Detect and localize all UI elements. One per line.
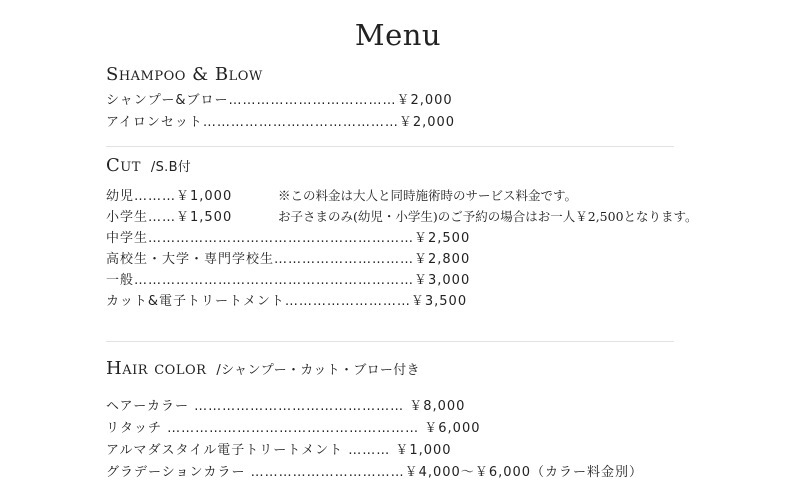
menu-item-gradation-color: グラデーションカラー ……………………………￥4,000〜￥6,000（カラー料金別） bbox=[106, 465, 644, 480]
menu-item-cut-treatment: カット&電子トリートメント………………………￥3,500 bbox=[106, 294, 468, 309]
menu-item-infant: 幼児………￥1,000 bbox=[106, 189, 233, 204]
menu-item-general: 一般……………………………………………………￥3,000 bbox=[106, 273, 471, 288]
section-heading-label: Hair color bbox=[106, 358, 207, 379]
section-divider bbox=[106, 146, 674, 147]
section-heading-hair-color bbox=[106, 358, 420, 379]
page-title: Menu bbox=[354, 18, 442, 52]
menu-item-iron-set: アイロンセット……………………………………￥2,000 bbox=[106, 115, 456, 130]
section-subheading: /S.B付 bbox=[150, 160, 192, 175]
menu-item-armada-treatment: アルマダスタイル電子トリートメント ……… ￥1,000 bbox=[106, 443, 452, 458]
section-heading-label: Cut bbox=[106, 155, 141, 176]
section-divider bbox=[106, 341, 674, 342]
section-heading-shampoo-blow bbox=[106, 64, 263, 85]
menu-item-retouch: リタッチ ……………………………………………… ￥6,000 bbox=[106, 421, 481, 436]
section-heading-label: Shampoo & Blow bbox=[106, 64, 263, 85]
menu-item-elementary: 小学生……￥1,500 bbox=[106, 210, 233, 225]
section-heading-cut bbox=[106, 155, 191, 176]
section-subheading: /シャンプー・カット・ブロー付き bbox=[216, 363, 420, 378]
cut-note-child-price: お子さまのみ(幼児・小学生)のご予約の場合はお一人￥2,500となります。 bbox=[278, 209, 698, 224]
menu-item-hair-color: ヘアーカラー ……………………………………… ￥8,000 bbox=[106, 399, 466, 414]
menu-item-junior-high: 中学生…………………………………………………￥2,500 bbox=[106, 231, 471, 246]
menu-item-high-school-university: 高校生・大学・専門学校生…………………………￥2,800 bbox=[106, 252, 471, 267]
menu-item-shampoo-blow: シャンプー&ブロー………………………………￥2,000 bbox=[106, 93, 453, 108]
cut-note-service-price: ※この料金は大人と同時施術時のサービス料金です。 bbox=[278, 188, 578, 203]
